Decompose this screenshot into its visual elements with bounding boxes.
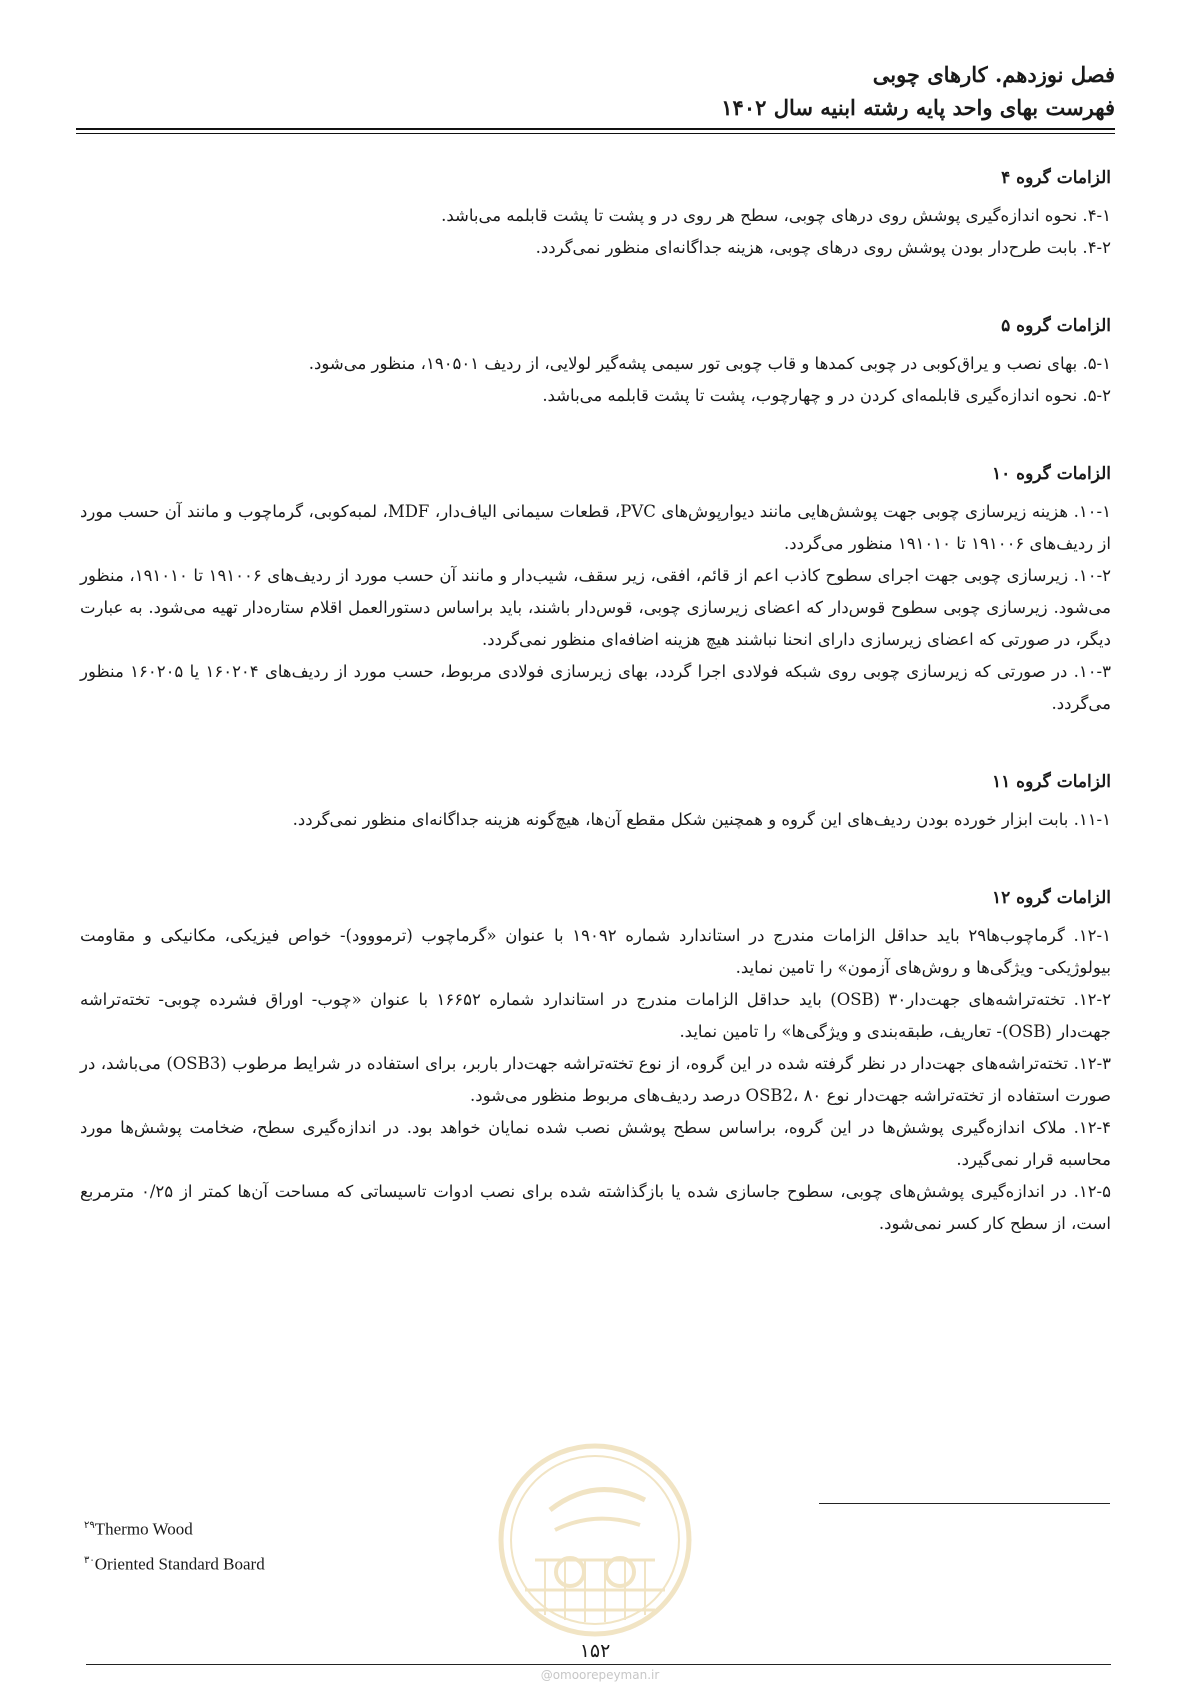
section-group-5 [80,308,1111,412]
section-title: الزامات گروه ۱۰ [992,464,1111,484]
section-title: الزامات گروه ۴ [1001,168,1111,188]
paragraph: ۱۱-۱. بابت ابزار خورده بودن ردیف‌های این گروه و همچنین شکل مقطع آن‌ها، هیچ‌گونه هزینه جداگانه‌ای منظور نمی‌گردد. [292,810,1111,829]
section-group-11 [80,764,1111,836]
paragraph: ۱۰-۳. در صورتی که زیرسازی چوبی روی شبکه فولادی اجرا گردد، بهای زیرسازی فولادی مربوط، حسب مورد از ردیف‌های ۱۶۰۲۰۴ یا ۱۶۰۲۰۵ منظور می‌گردد. [80,662,1111,713]
page-header [86,58,1115,124]
paragraph: ۱۲-۵. در اندازه‌گیری پوشش‌های چوبی، سطوح جاسازی شده یا بازگذاشته شده برای نصب ادوات تاسیساتی که مساحت آن‌ها کمتر از ۰/۲۵ مترمربع است، از سطح کار کسر نمی‌شود. [80,1182,1111,1233]
paragraph: ۵-۲. نحوه اندازه‌گیری قابلمه‌ای کردن در و چهارچوب، پشت تا پشت قابلمه می‌باشد. [542,386,1111,405]
footnote [84,1545,265,1580]
paragraph: ۱۰-۱. هزینه زیرسازی چوبی جهت پوشش‌هایی مانند دیوارپوش‌های PVC، قطعات سیمانی الیاف‌دار، MDF، لمبه‌کوبی، گرماچوب و مانند آن حسب مورد از ردیف‌های ۱۹۱۰۰۶ تا ۱۹۱۰۱۰ منظور می‌گردد. [80,502,1111,553]
footnote-text: Thermo Wood [94,1519,193,1539]
page-number: ۱۵۲ [579,1640,611,1662]
section-group-10 [80,456,1111,720]
header-rule-thick [76,128,1115,130]
footnotes [84,1510,265,1579]
section-title: الزامات گروه ۵ [1001,316,1111,336]
paragraph: ۱۲-۲. تخته‌تراشه‌های جهت‌دار۳۰ (OSB) باید حداقل الزامات مندرج در استاندارد شماره ۱۶۶۵۲ با عنوان «چوب- اوراق فشرده چوبی- تخته‌تراشه جهت‌دار (OSB)- تعاریف، طبقه‌بندی و ویژگی‌ها» را تامین نماید. [80,990,1111,1041]
paragraph: ۱۲-۳. تخته‌تراشه‌های جهت‌دار در نظر گرفته شده در این گروه، از نوع تخته‌تراشه جهت‌دار باربر، برای استفاده در شرایط مرطوب (OSB3) می‌باشد، در صورت استفاده از تخته‌تراشه جهت‌دار نوع OSB2، ۸۰ درصد ردیف‌های مربوط منظور می‌شود. [80,1054,1112,1105]
section-title: الزامات گروه ۱۱ [992,772,1111,792]
footnote [84,1510,265,1545]
paragraph: ۴-۲. بابت طرح‌دار بودن پوشش روی درهای چوبی، هزینه جداگانه‌ای منظور نمی‌گردد. [535,238,1111,257]
paragraph: ۱۰-۲. زیرسازی چوبی جهت اجرای سطوح کاذب اعم از قائم، افقی، زیر سقف، شیب‌دار و مانند آن حسب مورد از ردیف‌های ۱۹۱۰۰۶ تا ۱۹۱۰۱۰، منظور می‌شود. زیرسازی چوبی سطوح قوس‌دار که اعضای زیرسازی چوبی، قوس‌دار باشند، باید براساس دستورالعمل اقلام ستاره‌دار تهیه می‌شود. به عبارت دیگر، در صورتی که اعضای زیرسازی دارای انحنا نباشند هیچ هزینه اضافه‌ای منظور نمی‌گردد. [80,566,1112,649]
main-content [80,160,1111,1284]
paragraph: ۴-۱. نحوه اندازه‌گیری پوشش روی درهای چوبی، سطح هر روی در و پشت تا پشت قابلمه می‌باشد. [441,206,1111,225]
section-group-4 [80,160,1111,264]
chapter-title: فصل نوزدهم. کارهای چوبی [872,62,1115,87]
footer-rule [86,1664,1111,1665]
section-group-12 [80,880,1111,1240]
footnote-number: ۲۹ [84,1520,95,1531]
paragraph: ۱۲-۴. ملاک اندازه‌گیری پوشش‌ها در این گروه، براساس سطح پوشش نصب شده نمایان خواهد بود. در اندازه‌گیری سطح، ضخامت پوشش‌ها مورد محاسبه قرار نمی‌گیرد. [80,1118,1111,1169]
watermark-seal-icon [495,1440,695,1640]
header-rule-thin [76,133,1115,134]
footnote-rule [819,1503,1110,1504]
footnote-text: Oriented Standard Board [94,1554,265,1574]
paragraph: ۵-۱. بهای نصب و یراق‌کوبی در چوبی کمدها و قاب چوبی تور سیمی پشه‌گیر لولایی، از ردیف ۱۹۰۵۰۱، منظور می‌شود. [308,354,1111,373]
section-title: الزامات گروه ۱۲ [992,888,1111,908]
footnote-number: ۳۰ [84,1554,95,1566]
watermark-url: @omoorepeyman.ir [540,1668,660,1682]
book-title: فهرست بهای واحد پایه رشته ابنیه سال ۱۴۰۲ [721,95,1115,120]
paragraph: ۱۲-۱. گرماچوب‌ها۲۹ باید حداقل الزامات مندرج در استاندارد شماره ۱۹۰۹۲ با عنوان «گرماچوب (ترمووود)- خواص فیزیکی، مکانیکی و مقاومت بیولوژیکی- ویژگی‌ها و روش‌های آزمون» را تامین نماید. [80,926,1111,977]
